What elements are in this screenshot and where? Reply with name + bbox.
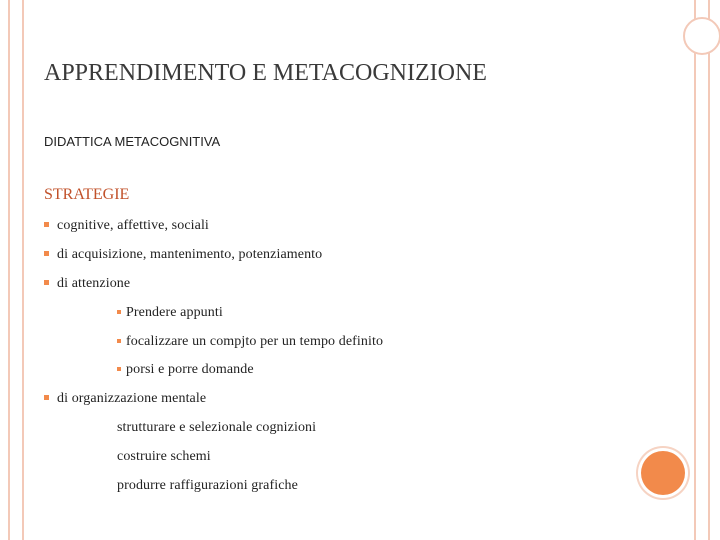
list-item-text: di acquisizione, mantenimento, potenziamento (57, 247, 323, 262)
sub-list-item-text: porsi e porre domande (126, 362, 254, 377)
list-item-text: di attenzione (57, 276, 131, 291)
bullet-square-icon (44, 280, 49, 285)
section-heading: STRATEGIE (44, 186, 130, 203)
slide-subtitle: DIDATTICA METACOGNITIVA (44, 134, 221, 149)
bullet-square-icon (44, 222, 49, 227)
list-item-text: di organizzazione mentale (57, 391, 207, 406)
sub-list-item (117, 334, 383, 350)
list-item-text: cognitive, affettive, sociali (57, 218, 209, 233)
bullet-square-icon (117, 310, 121, 314)
list-item (44, 276, 130, 292)
bullet-square-icon (44, 251, 49, 256)
bullet-square-icon (117, 339, 121, 343)
left-decorative-frame (8, 0, 24, 540)
right-decorative-frame (694, 0, 710, 540)
top-decorative-circle (683, 17, 720, 55)
sub-list-item: costruire schemi (117, 449, 211, 464)
slide-title: APPRENDIMENTO E METACOGNIZIONE (44, 60, 487, 86)
sub-list-item: strutturare e selezionale cognizioni (117, 420, 317, 435)
list-item (44, 218, 209, 234)
list-item (44, 391, 206, 407)
list-item (44, 247, 322, 263)
sub-list-item-text: Prendere appunti (126, 305, 223, 320)
sub-list-item: produrre raffigurazioni grafiche (117, 478, 298, 493)
bottom-accent-circle (641, 451, 685, 495)
sub-list-item (117, 305, 223, 321)
bullet-square-icon (117, 367, 121, 371)
sub-list-item (117, 362, 254, 378)
bullet-square-icon (44, 395, 49, 400)
sub-list-item-text: focalizzare un compjto per un tempo definito (126, 334, 384, 349)
